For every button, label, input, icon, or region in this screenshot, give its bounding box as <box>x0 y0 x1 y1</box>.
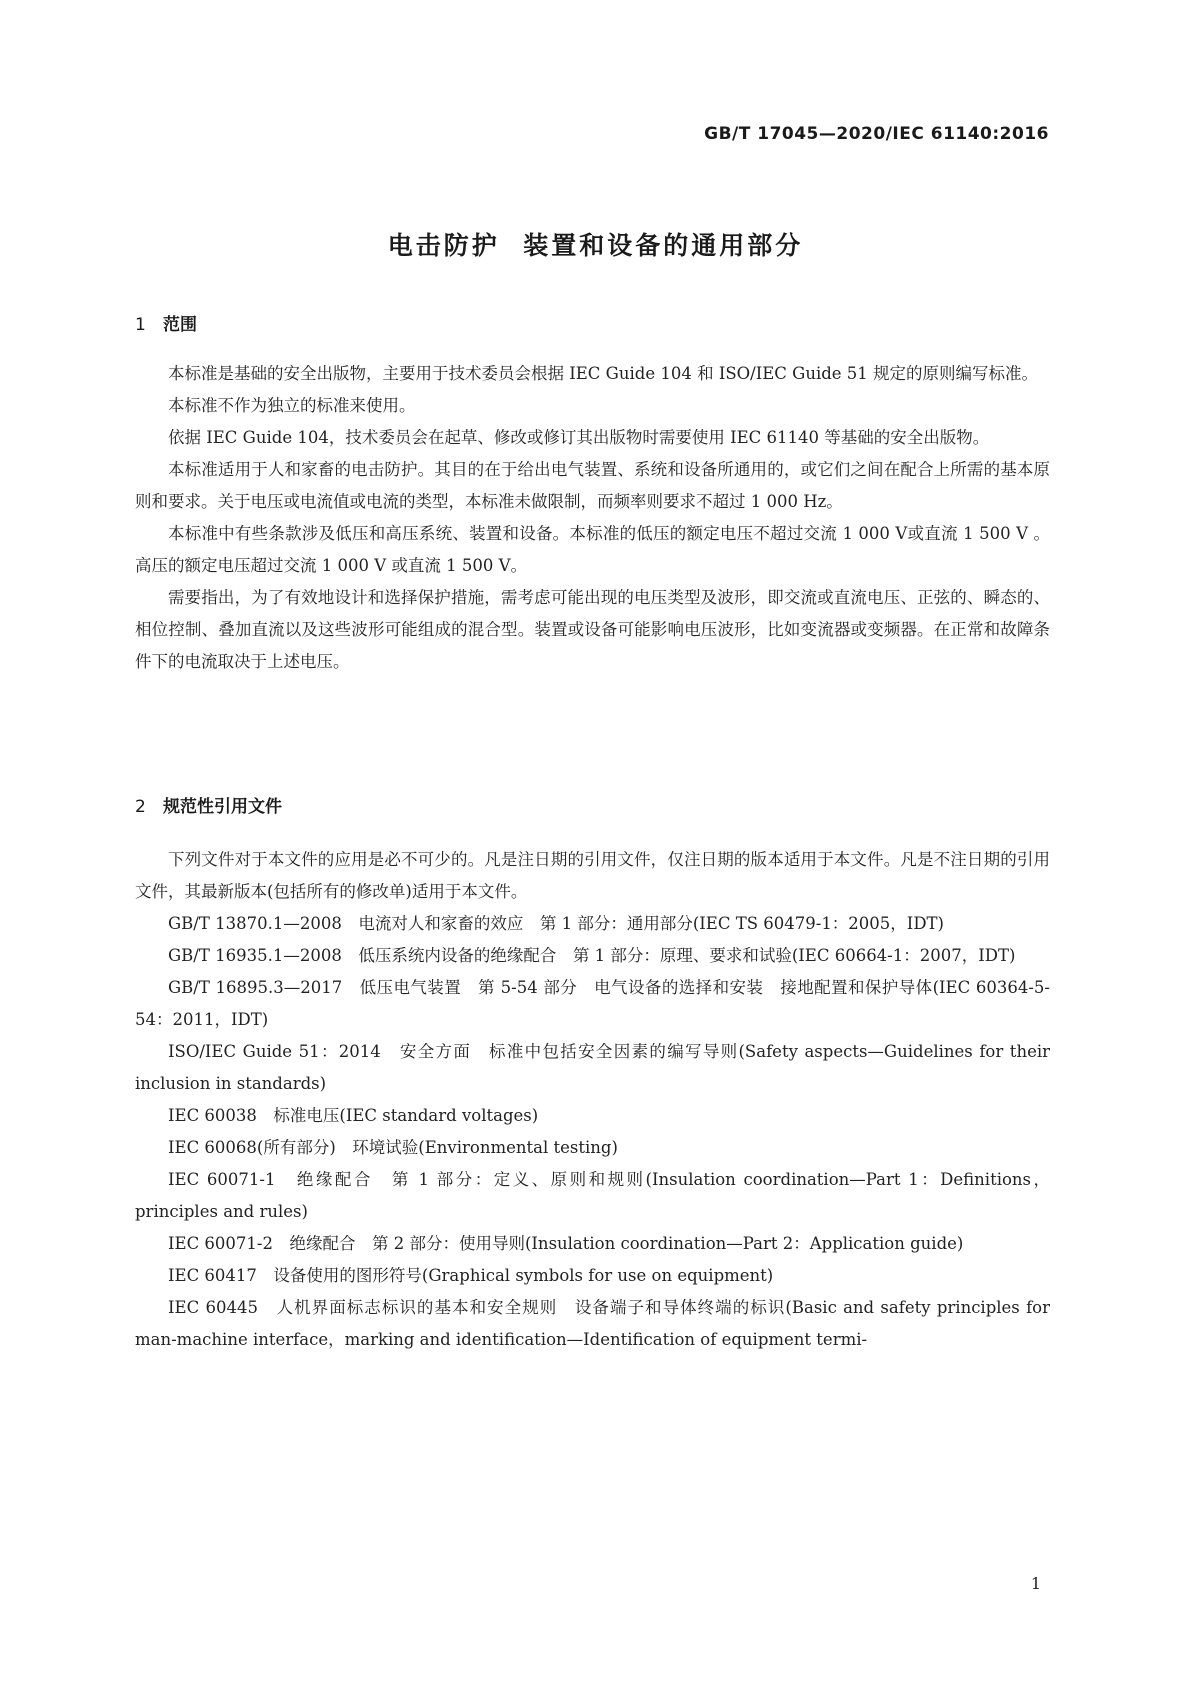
paragraph: 本标准中有些条款涉及低压和高压系统、装置和设备。本标准的低压的额定电压不超过交流 1 000 V或直流 1 500 V 。高压的额定电压超过交流 1 000 V 或直流 1 500 V。 <box>135 524 1050 575</box>
standard-code: GB/T 17045—2020/IEC 61140:2016 <box>704 124 1049 144</box>
reference-item: ISO/IEC Guide 51：2014 安全方面 标准中包括安全因素的编写导则(Safety aspects—Guidelines for their inclusion in standards) <box>135 1042 1050 1093</box>
section-1-heading <box>135 310 197 335</box>
section-title: 规范性引用文件 <box>163 797 282 817</box>
reference-item: IEC 60038 标准电压(IEC standard voltages) <box>168 1106 539 1125</box>
paragraph: 依据 IEC Guide 104，技术委员会在起草、修改或修订其出版物时需要使用 IEC 61140 等基础的安全出版物。 <box>168 428 990 447</box>
page-number: 1 <box>1030 1574 1041 1593</box>
section-title: 范围 <box>163 315 197 335</box>
paragraph: 本标准适用于人和家畜的电击防护。其目的在于给出电气装置、系统和设备所通用的，或它们之间在配合上所需的基本原则和要求。关于电压或电流值或电流的类型，本标准未做限制，而频率则要求不超过 1 000 Hz。 <box>135 460 1050 511</box>
reference-item: IEC 60071-2 绝缘配合 第 2 部分：使用导则(Insulation coordination—Part 2：Application guide) <box>168 1234 964 1253</box>
section-2-body <box>135 844 1050 1356</box>
paragraph: 本标准是基础的安全出版物，主要用于技术委员会根据 IEC Guide 104 和 ISO/IEC Guide 51 规定的原则编写标准。 <box>168 364 1039 383</box>
paragraph: 本标准不作为独立的标准来使用。 <box>168 396 416 415</box>
section-number: 1 <box>135 315 146 335</box>
paragraph: 下列文件对于本文件的应用是必不可少的。凡是注日期的引用文件，仅注日期的版本适用于本文件。凡是不注日期的引用文件，其最新版本(包括所有的修改单)适用于本文件。 <box>135 850 1050 901</box>
reference-item: IEC 60071-1 绝缘配合 第 1 部分：定义、原则和规则(Insulation coordination—Part 1：Definitions，principles and rules) <box>135 1170 1050 1221</box>
reference-item: IEC 60445 人机界面标志标识的基本和安全规则 设备端子和导体终端的标识(Basic and safety principles for man-machine interface，marking and identification—Identification of equipment termi- <box>135 1298 1050 1349</box>
document-title: 电击防护 装置和设备的通用部分 <box>387 231 804 260</box>
reference-item: GB/T 13870.1—2008 电流对人和家畜的效应 第 1 部分：通用部分(IEC TS 60479-1：2005，IDT) <box>168 914 944 933</box>
section-2-heading <box>135 792 282 817</box>
section-1-body <box>135 358 1050 678</box>
reference-item: IEC 60417 设备使用的图形符号(Graphical symbols for use on equipment) <box>168 1266 774 1285</box>
section-number: 2 <box>135 797 146 817</box>
reference-item: GB/T 16895.3—2017 低压电气装置 第 5-54 部分 电气设备的选择和安装 接地配置和保护导体(IEC 60364-5-54：2011，IDT) <box>135 978 1050 1029</box>
reference-item: GB/T 16935.1—2008 低压系统内设备的绝缘配合 第 1 部分：原理、要求和试验(IEC 60664-1：2007，IDT) <box>168 946 1016 965</box>
reference-item: IEC 60068(所有部分) 环境试验(Environmental testing) <box>168 1138 618 1157</box>
paragraph: 需要指出，为了有效地设计和选择保护措施，需考虑可能出现的电压类型及波形，即交流或直流电压、正弦的、瞬态的、相位控制、叠加直流以及这些波形可能组成的混合型。装置或设备可能影响电压波形，比如变流器或变频器。在正常和故障条件下的电流取决于上述电压。 <box>135 588 1050 671</box>
